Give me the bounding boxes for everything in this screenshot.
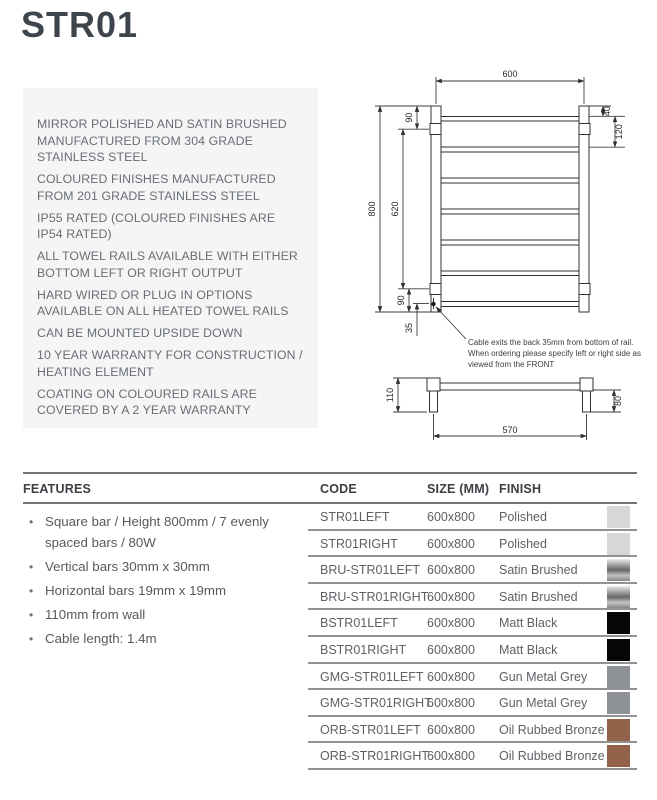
dim-label-120: 120 — [614, 124, 624, 140]
product-finish: Gun Metal Grey — [499, 669, 588, 684]
product-code: ORB-STR01RIGHT — [320, 749, 430, 764]
dim-label-35: 35 — [404, 322, 414, 334]
finish-swatch — [607, 533, 630, 555]
product-finish: Polished — [499, 536, 547, 551]
info-paragraph: CAN BE MOUNTED UPSIDE DOWN — [37, 326, 243, 340]
bracket-cap-left — [427, 378, 440, 391]
table-header-row — [23, 472, 637, 504]
table-row — [308, 584, 637, 611]
dim-label-80: 80 — [613, 395, 623, 407]
product-info-box — [23, 88, 318, 428]
info-paragraph: COLOURED FINISHES MANUFACTURED FROM 201 GRADE STAINLESS STEEL — [37, 172, 276, 203]
wall-mount — [579, 283, 590, 294]
product-code: STR01RIGHT — [320, 536, 398, 551]
rail — [441, 147, 579, 152]
product-finish: Polished — [499, 510, 547, 524]
rail — [441, 302, 579, 307]
product-code: BSTR01RIGHT — [320, 642, 407, 657]
column-header-finish: FINISH — [499, 482, 542, 496]
front-view-diagram — [363, 62, 657, 372]
rail — [441, 209, 579, 214]
feature-item: • Vertical bars 30mm x 30mm — [23, 557, 308, 578]
table-row — [308, 743, 637, 770]
wall-mount — [430, 124, 441, 135]
dim-label-110: 110 — [385, 387, 395, 403]
towel-rail-top — [427, 378, 593, 412]
product-code: BSTR01LEFT — [320, 616, 398, 631]
product-finish: Matt Black — [499, 642, 558, 657]
product-size: 600x800 — [427, 589, 475, 604]
product-size: 600x800 — [427, 696, 475, 711]
product-code: BRU-STR01RIGHT — [320, 589, 429, 604]
product-size: 600x800 — [427, 722, 475, 737]
product-finish: Oil Rubbed Bronze — [499, 749, 605, 764]
product-code: ORB-STR01LEFT — [320, 722, 421, 737]
dim-label-620: 620 — [390, 201, 400, 217]
dim-label-800: 800 — [367, 201, 377, 217]
rail — [441, 271, 579, 276]
rail — [441, 178, 579, 183]
column-header-code: CODE — [320, 482, 357, 496]
page-title: STR01 — [21, 4, 139, 45]
finish-swatch — [607, 666, 630, 688]
vertical-bar-left — [431, 106, 441, 312]
feature-item: • Square bar / Height 800mm / 7 evenly spaced bars / 80W — [23, 512, 308, 553]
finish-swatch — [607, 559, 630, 581]
finish-swatch — [607, 506, 630, 528]
feature-item: • Cable length: 1.4m — [23, 629, 308, 650]
dim-label-600: 600 — [502, 69, 518, 79]
product-code: GMG-STR01RIGHT — [320, 696, 432, 711]
table-row — [308, 637, 637, 664]
finish-swatch — [607, 745, 630, 767]
product-finish: Satin Brushed — [499, 563, 578, 578]
table-row — [308, 557, 637, 584]
table-row — [308, 531, 637, 558]
product-size: 600x800 — [427, 749, 475, 764]
finish-swatch — [607, 586, 630, 608]
product-rows — [308, 504, 637, 770]
table-row — [308, 690, 637, 717]
product-spec-table — [23, 472, 637, 770]
product-size: 600x800 — [427, 536, 475, 551]
info-paragraph: IP55 RATED (COLOURED FINISHES ARE IP54 RATED) — [37, 210, 276, 241]
cable-note-line: viewed from the FRONT — [468, 360, 555, 369]
info-paragraph: HARD WIRED OR PLUG IN OPTIONS AVAILABLE ON ALL HEATED TOWEL RAILS — [37, 287, 289, 318]
table-row — [308, 717, 637, 744]
table-row — [308, 664, 637, 691]
product-size: 600x800 — [427, 510, 475, 524]
info-paragraph: ALL TOWEL RAILS AVAILABLE WITH EITHER BOTTOM LEFT OR RIGHT OUTPUT — [37, 249, 298, 280]
finish-swatch — [607, 612, 630, 634]
table-body — [23, 504, 637, 770]
towel-rail-front — [430, 106, 590, 312]
features-list — [23, 512, 308, 653]
table-row — [308, 504, 637, 531]
product-code: BRU-STR01LEFT — [320, 563, 421, 578]
column-header-features: FEATURES — [23, 482, 92, 496]
cable-note-line: Cable exits the back 35mm from bottom of rail. — [468, 338, 634, 347]
dim-label-90-top: 90 — [404, 112, 414, 123]
bracket-cap-right — [580, 378, 593, 391]
column-header-size: SIZE (MM) — [427, 482, 490, 496]
product-size: 600x800 — [427, 642, 475, 657]
cable-note-line: When ordering please specify left or right side as — [468, 349, 641, 358]
finish-swatch — [607, 639, 630, 661]
rail — [441, 116, 579, 121]
product-size: 600x800 — [427, 563, 475, 578]
dim-label-570: 570 — [502, 425, 518, 435]
wall-mount — [579, 124, 590, 135]
bracket-stem-right — [583, 391, 591, 412]
wall-mount — [430, 283, 441, 294]
product-finish: Satin Brushed — [499, 589, 578, 604]
info-paragraph: 10 YEAR WARRANTY FOR CONSTRUCTION / HEATING ELEMENT — [37, 348, 303, 379]
product-code: GMG-STR01LEFT — [320, 669, 424, 684]
dim-label-90-bottom: 90 — [396, 295, 406, 306]
rail-bar — [440, 383, 580, 390]
vertical-bar-right — [579, 106, 589, 312]
product-code: STR01LEFT — [320, 510, 390, 524]
product-size: 600x800 — [427, 669, 475, 684]
product-size: 600x800 — [427, 616, 475, 631]
feature-item: • 110mm from wall — [23, 605, 308, 626]
rail — [441, 240, 579, 245]
info-paragraph: MIRROR POLISHED AND SATIN BRUSHED MANUFACTURED FROM 304 GRADE STAINLESS STEEL — [37, 117, 287, 164]
finish-swatch — [607, 692, 630, 714]
dim-label-40: 40 — [602, 106, 612, 117]
top-view-diagram — [363, 372, 657, 464]
product-finish: Oil Rubbed Bronze — [499, 722, 605, 737]
product-finish: Matt Black — [499, 616, 558, 631]
finish-swatch — [607, 719, 630, 741]
bracket-stem-left — [430, 391, 438, 412]
feature-item: • Horizontal bars 19mm x 19mm — [23, 581, 308, 602]
table-row — [308, 610, 637, 637]
product-finish: Gun Metal Grey — [499, 696, 588, 711]
info-paragraph: COATING ON COLOURED RAILS ARE COVERED BY A 2 YEAR WARRANTY — [37, 386, 257, 417]
